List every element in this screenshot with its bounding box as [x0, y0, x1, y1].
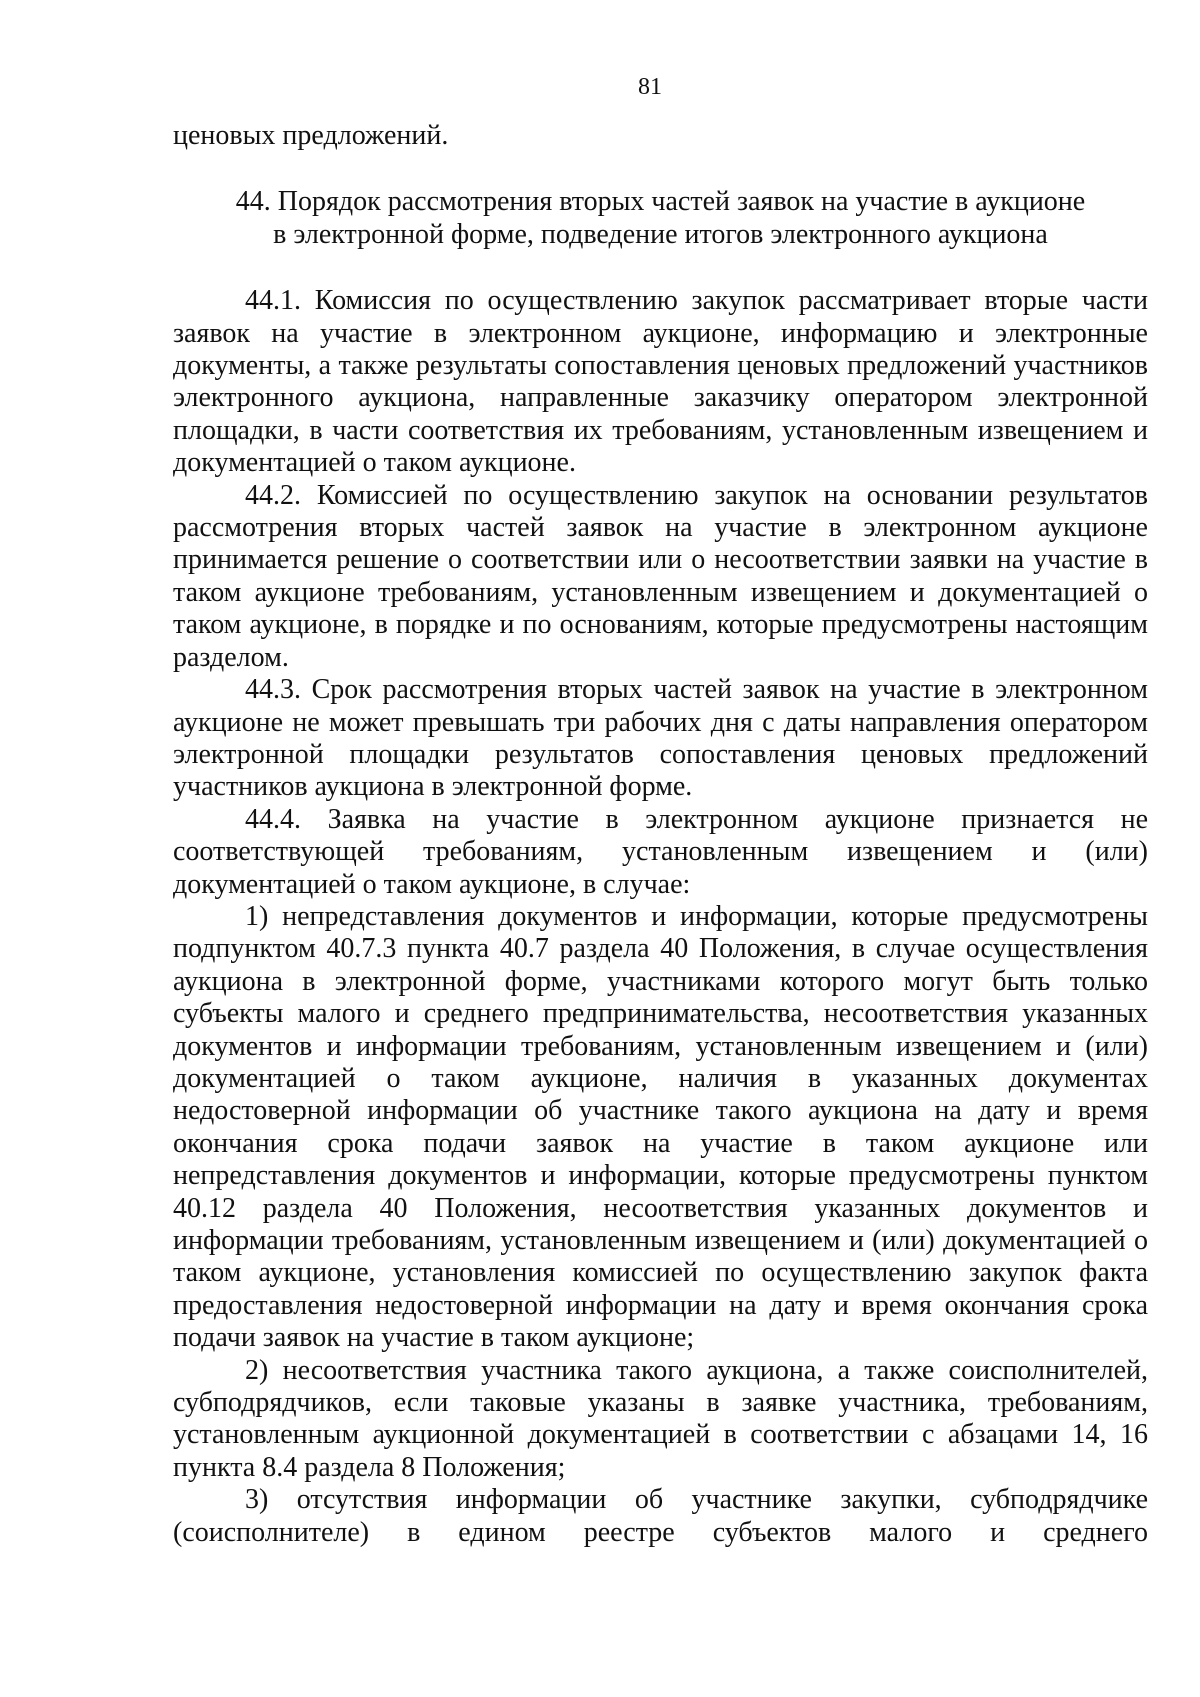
continuation-text: ценовых предложений.: [173, 120, 449, 151]
list-item-2: 2) несоответствия участника такого аукциона, а также соисполнителей, субподрядчиков, если таковые указаны в заявке участника, требованиям, установленным аукционной документацией в соответствии с абзацами 14, 16 пункта 8.4 раздела 8 Положения;: [173, 1354, 1148, 1483]
section-heading-line-1: 44. Порядок рассмотрения вторых частей заявок на участие в аукционе: [235, 186, 1086, 218]
paragraph-44-1: 44.1. Комиссия по осуществлению закупок рассматривает вторые части заявок на участие в электронном аукционе, информацию и электронные документы, а также результаты сопоставления ценовых предложений участников электронного аукциона, направленные заказчику оператором электронной площадки, в части соответствия их требованиям, установленным извещением и документацией о таком аукционе.: [173, 285, 1148, 479]
list-item-1: 1) непредставления документов и информации, которые предусмотрены подпунктом 40.7.3 пункта 40.7 раздела 40 Положения, в случае осуществления аукциона в электронной форме, участниками которого могут быть только субъекты малого и среднего предпринимательства, несоответствия указанных документов и информации требованиям, установленным извещением и (или) документацией о таком аукционе, наличия в указанных документах недостоверной информации об участнике такого аукциона на дату и время окончания срока подачи заявок на участие в таком аукционе или непредставления документов и информации, которые предусмотрены пунктом 40.12 раздела 40 Положения, несоответствия указанных документов и информации требованиям, установленным извещением и (или) документацией о таком аукционе, установления комиссией по осуществлению закупок факта предоставления недостоверной информации на дату и время окончания срока подачи заявок на участие в таком аукционе;: [173, 900, 1148, 1354]
paragraph-44-4: 44.4. Заявка на участие в электронном аукционе признается не соответствующей требованиям, установленным извещением и (или) документацией о таком аукционе, в случае:: [173, 803, 1148, 900]
page-number: 81: [638, 74, 662, 100]
paragraph-44-2: 44.2. Комиссией по осуществлению закупок на основании результатов рассмотрения вторых частей заявок на участие в электронном аукционе принимается решение о соответствии или о несоответствии заявки на участие в таком аукционе требованиям, установленным извещением и документацией о таком аукционе, в порядке и по основаниям, которые предусмотрены настоящим разделом.: [173, 479, 1148, 673]
paragraph-44-3: 44.3. Срок рассмотрения вторых частей заявок на участие в электронном аукционе не может превышать три рабочих дня с даты направления оператором электронной площадки результатов сопоставления ценовых предложений участников аукциона в электронной форме.: [173, 674, 1148, 803]
list-item-3: 3) отсутствия информации об участнике закупки, субподрядчике (соисполнителе) в едином реестре субъектов малого и среднего: [173, 1484, 1148, 1548]
section-heading-line-2: в электронной форме, подведение итогов электронного аукциона: [273, 218, 1048, 250]
section-heading: [173, 186, 1148, 251]
document-body: [173, 120, 1148, 1549]
